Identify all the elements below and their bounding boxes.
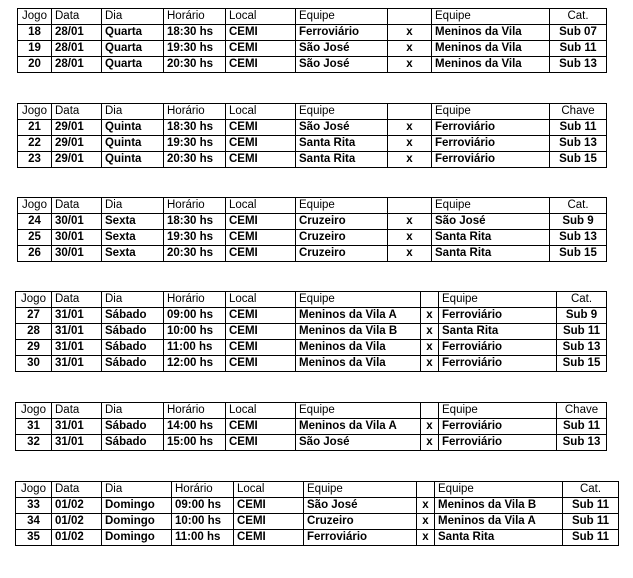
cell-horario: 18:30 hs [164,25,226,41]
cell-equipe-home: Santa Rita [296,152,388,168]
header-data: Data [52,482,102,498]
cell-dia: Quinta [102,136,164,152]
cell-local: CEMI [226,25,296,41]
cell-jogo: 31 [16,419,52,435]
cell-categoria: Sub 13 [550,136,607,152]
cell-dia: Quinta [102,120,164,136]
schedule-table [17,197,607,262]
cell-categoria: Sub 9 [557,308,607,324]
cell-jogo: 30 [16,356,52,372]
cell-versus: x [421,308,439,324]
cell-versus: x [421,356,439,372]
header-horario: Horário [164,104,226,120]
cell-equipe-home: Cruzeiro [296,214,388,230]
cell-equipe-home: Meninos da Vila [296,356,421,372]
cell-dia: Domingo [102,530,172,546]
cell-versus: x [421,419,439,435]
schedule-table [15,402,607,451]
cell-horario: 10:00 hs [172,514,234,530]
cell-categoria: Sub 13 [550,57,607,73]
cell-versus: x [421,435,439,451]
cell-dia: Sábado [102,340,164,356]
cell-categoria: Sub 15 [550,246,607,262]
table-row [16,308,607,324]
cell-dia: Quarta [102,57,164,73]
cell-categoria: Sub 15 [550,152,607,168]
cell-dia: Sábado [102,324,164,340]
schedule-table [17,103,607,168]
table-row [16,514,619,530]
cell-equipe-away: Ferroviário [439,419,557,435]
cell-equipe-home: Cruzeiro [296,246,388,262]
cell-equipe-home: Meninos da Vila A [296,308,421,324]
cell-categoria: Sub 15 [557,356,607,372]
cell-categoria: Sub 11 [550,120,607,136]
header-data: Data [52,403,102,419]
cell-data: 30/01 [52,214,102,230]
cell-versus: x [388,57,432,73]
cell-equipe-home: Meninos da Vila B [296,324,421,340]
cell-versus: x [388,152,432,168]
table-row [16,498,619,514]
cell-dia: Sábado [102,419,164,435]
header-data: Data [52,9,102,25]
cell-categoria: Sub 11 [563,530,619,546]
cell-horario: 09:00 hs [164,308,226,324]
cell-local: CEMI [226,152,296,168]
cell-categoria: Sub 11 [557,324,607,340]
cell-local: CEMI [234,498,304,514]
cell-data: 30/01 [52,230,102,246]
header-dia: Dia [102,198,164,214]
cell-equipe-home: Santa Rita [296,136,388,152]
cell-horario: 11:00 hs [164,340,226,356]
header-local: Local [226,403,296,419]
header-horario: Horário [164,198,226,214]
cell-jogo: 23 [18,152,52,168]
cell-data: 01/02 [52,514,102,530]
header-local: Local [226,104,296,120]
cell-equipe-home: São José [304,498,417,514]
cell-dia: Quarta [102,25,164,41]
cell-equipe-home: São José [296,120,388,136]
header-equipe-home: Equipe [296,9,388,25]
header-versus [421,403,439,419]
table-row [18,25,607,41]
cell-horario: 20:30 hs [164,57,226,73]
header-jogo: Jogo [18,198,52,214]
header-categoria: Cat. [563,482,619,498]
cell-versus: x [417,498,435,514]
cell-local: CEMI [226,435,296,451]
cell-horario: 14:00 hs [164,419,226,435]
cell-horario: 12:00 hs [164,356,226,372]
table-row [18,214,607,230]
cell-equipe-away: Santa Rita [435,530,563,546]
cell-dia: Quinta [102,152,164,168]
cell-data: 31/01 [52,340,102,356]
cell-local: CEMI [226,324,296,340]
header-local: Local [234,482,304,498]
header-dia: Dia [102,9,164,25]
cell-equipe-home: São José [296,41,388,57]
cell-horario: 19:30 hs [164,230,226,246]
cell-categoria: Sub 11 [557,419,607,435]
cell-horario: 18:30 hs [164,214,226,230]
header-horario: Horário [164,9,226,25]
schedule-table [15,481,619,546]
header-equipe-home: Equipe [296,104,388,120]
header-categoria: Chave [550,104,607,120]
header-equipe-away: Equipe [432,9,550,25]
cell-categoria: Sub 9 [550,214,607,230]
cell-jogo: 33 [16,498,52,514]
cell-versus: x [388,41,432,57]
header-dia: Dia [102,482,172,498]
table-row [18,136,607,152]
header-equipe-away: Equipe [439,292,557,308]
cell-equipe-home: São José [296,435,421,451]
cell-local: CEMI [226,230,296,246]
cell-jogo: 29 [16,340,52,356]
cell-versus: x [417,514,435,530]
cell-dia: Domingo [102,514,172,530]
header-jogo: Jogo [18,9,52,25]
cell-versus: x [388,214,432,230]
header-dia: Dia [102,403,164,419]
cell-horario: 19:30 hs [164,41,226,57]
cell-versus: x [388,25,432,41]
header-dia: Dia [102,104,164,120]
table-row [18,120,607,136]
table-row [18,246,607,262]
table-header-row [16,403,607,419]
header-equipe-home: Equipe [296,403,421,419]
cell-equipe-away: Meninos da Vila [432,25,550,41]
cell-dia: Quarta [102,41,164,57]
table-row [16,435,607,451]
cell-local: CEMI [226,246,296,262]
cell-data: 28/01 [52,41,102,57]
header-data: Data [52,292,102,308]
header-categoria: Chave [557,403,607,419]
cell-equipe-away: Ferroviário [439,356,557,372]
cell-data: 29/01 [52,120,102,136]
table-header-row [16,482,619,498]
cell-jogo: 21 [18,120,52,136]
table-header-row [16,292,607,308]
cell-dia: Sexta [102,214,164,230]
cell-horario: 11:00 hs [172,530,234,546]
cell-equipe-away: Ferroviário [432,152,550,168]
cell-dia: Sábado [102,308,164,324]
cell-versus: x [417,530,435,546]
cell-data: 31/01 [52,324,102,340]
header-jogo: Jogo [18,104,52,120]
cell-data: 01/02 [52,498,102,514]
table-row [16,419,607,435]
cell-categoria: Sub 13 [550,230,607,246]
cell-versus: x [388,120,432,136]
header-equipe-home: Equipe [296,198,388,214]
header-versus [388,104,432,120]
cell-equipe-away: Ferroviário [432,136,550,152]
cell-equipe-away: Meninos da Vila B [435,498,563,514]
cell-dia: Sábado [102,356,164,372]
header-dia: Dia [102,292,164,308]
header-local: Local [226,9,296,25]
table-row [18,230,607,246]
table-row [18,152,607,168]
header-local: Local [226,198,296,214]
table-row [18,41,607,57]
table-header-row [18,198,607,214]
header-local: Local [226,292,296,308]
header-equipe-home: Equipe [304,482,417,498]
header-equipe-home: Equipe [296,292,421,308]
cell-data: 31/01 [52,308,102,324]
schedule-table [15,291,607,372]
cell-jogo: 19 [18,41,52,57]
cell-local: CEMI [226,340,296,356]
header-equipe-away: Equipe [435,482,563,498]
cell-equipe-home: Meninos da Vila A [296,419,421,435]
cell-local: CEMI [226,308,296,324]
cell-jogo: 26 [18,246,52,262]
cell-categoria: Sub 11 [550,41,607,57]
header-versus [421,292,439,308]
cell-jogo: 22 [18,136,52,152]
cell-data: 29/01 [52,152,102,168]
cell-jogo: 18 [18,25,52,41]
cell-data: 28/01 [52,25,102,41]
header-horario: Horário [164,403,226,419]
cell-equipe-away: Ferroviário [439,435,557,451]
header-jogo: Jogo [16,482,52,498]
cell-horario: 15:00 hs [164,435,226,451]
cell-data: 31/01 [52,419,102,435]
cell-horario: 09:00 hs [172,498,234,514]
cell-categoria: Sub 11 [563,514,619,530]
cell-jogo: 32 [16,435,52,451]
cell-equipe-home: Ferroviário [296,25,388,41]
cell-equipe-away: Santa Rita [432,230,550,246]
cell-equipe-away: Ferroviário [439,308,557,324]
cell-horario: 10:00 hs [164,324,226,340]
cell-versus: x [388,136,432,152]
cell-equipe-home: São José [296,57,388,73]
table-header-row [18,104,607,120]
header-horario: Horário [164,292,226,308]
cell-equipe-away: São José [432,214,550,230]
cell-equipe-away: Santa Rita [432,246,550,262]
cell-local: CEMI [234,530,304,546]
cell-equipe-away: Ferroviário [432,120,550,136]
cell-jogo: 20 [18,57,52,73]
header-data: Data [52,198,102,214]
cell-jogo: 34 [16,514,52,530]
header-horario: Horário [172,482,234,498]
cell-equipe-away: Meninos da Vila [432,41,550,57]
cell-equipe-away: Meninos da Vila [432,57,550,73]
cell-data: 29/01 [52,136,102,152]
table-row [18,57,607,73]
cell-data: 28/01 [52,57,102,73]
cell-horario: 20:30 hs [164,246,226,262]
header-categoria: Cat. [550,198,607,214]
cell-horario: 20:30 hs [164,152,226,168]
header-versus [388,9,432,25]
cell-categoria: Sub 13 [557,435,607,451]
header-versus [388,198,432,214]
table-row [16,340,607,356]
cell-data: 31/01 [52,356,102,372]
cell-dia: Sábado [102,435,164,451]
cell-equipe-away: Meninos da Vila A [435,514,563,530]
cell-versus: x [388,246,432,262]
cell-dia: Sexta [102,230,164,246]
cell-local: CEMI [226,57,296,73]
cell-data: 01/02 [52,530,102,546]
cell-categoria: Sub 13 [557,340,607,356]
cell-data: 30/01 [52,246,102,262]
cell-jogo: 28 [16,324,52,340]
cell-versus: x [388,230,432,246]
header-categoria: Cat. [557,292,607,308]
header-data: Data [52,104,102,120]
cell-equipe-away: Santa Rita [439,324,557,340]
header-equipe-away: Equipe [439,403,557,419]
cell-horario: 19:30 hs [164,136,226,152]
cell-local: CEMI [226,41,296,57]
cell-jogo: 27 [16,308,52,324]
cell-dia: Sexta [102,246,164,262]
cell-data: 31/01 [52,435,102,451]
cell-jogo: 24 [18,214,52,230]
cell-jogo: 25 [18,230,52,246]
cell-categoria: Sub 11 [563,498,619,514]
header-jogo: Jogo [16,403,52,419]
schedule-table [17,8,607,73]
cell-local: CEMI [234,514,304,530]
cell-local: CEMI [226,120,296,136]
cell-local: CEMI [226,419,296,435]
cell-local: CEMI [226,356,296,372]
cell-local: CEMI [226,214,296,230]
table-row [16,324,607,340]
cell-jogo: 35 [16,530,52,546]
cell-horario: 18:30 hs [164,120,226,136]
header-jogo: Jogo [16,292,52,308]
cell-equipe-home: Cruzeiro [304,514,417,530]
header-equipe-away: Equipe [432,198,550,214]
cell-equipe-home: Meninos da Vila [296,340,421,356]
cell-versus: x [421,340,439,356]
cell-dia: Domingo [102,498,172,514]
cell-equipe-home: Cruzeiro [296,230,388,246]
table-row [16,530,619,546]
header-versus [417,482,435,498]
table-header-row [18,9,607,25]
table-row [16,356,607,372]
cell-equipe-home: Ferroviário [304,530,417,546]
cell-local: CEMI [226,136,296,152]
cell-categoria: Sub 07 [550,25,607,41]
header-categoria: Cat. [550,9,607,25]
cell-equipe-away: Ferroviário [439,340,557,356]
cell-versus: x [421,324,439,340]
header-equipe-away: Equipe [432,104,550,120]
